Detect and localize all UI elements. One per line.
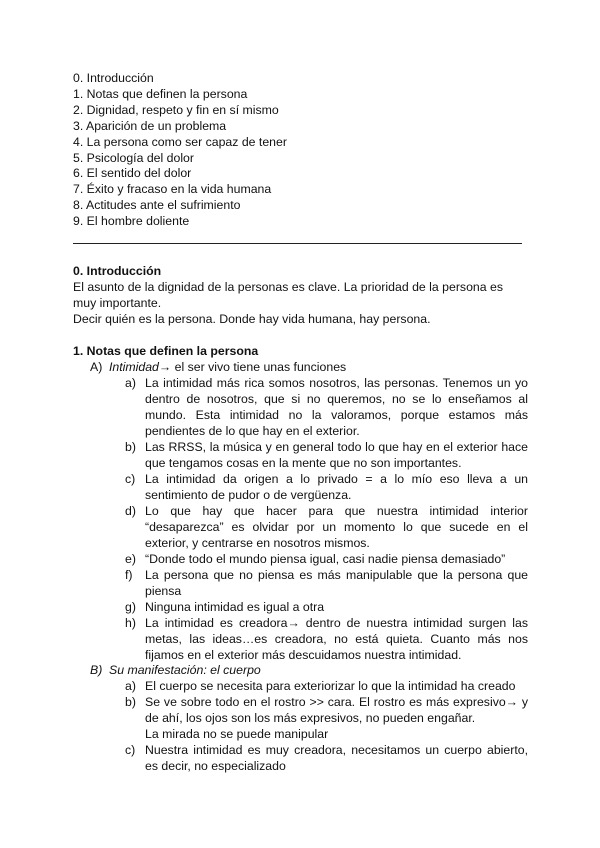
list-item-text: El cuerpo se necesita para exteriorizar lo que la intimidad ha creado bbox=[145, 679, 516, 693]
list-marker: a) bbox=[125, 679, 136, 693]
subsection-b-header bbox=[90, 662, 530, 678]
toc-item: 8. Actitudes ante el sufrimiento bbox=[73, 198, 241, 213]
list-item-text: La intimidad es creadora→ dentro de nuestra intimidad surgen las metas, las ideas…es creadora, no está quieta. Cuanto más nos fijamos en el exterior más descuidamos nuestra intimidad. bbox=[145, 616, 528, 662]
list-item bbox=[125, 471, 528, 503]
list-item bbox=[125, 599, 528, 615]
list-item bbox=[125, 551, 528, 567]
list-marker: f) bbox=[125, 568, 133, 582]
toc-item: 3. Aparición de un problema bbox=[73, 118, 227, 133]
list-item-continuation bbox=[125, 726, 528, 742]
list-marker: B) bbox=[90, 663, 103, 677]
intro-paragraph: Decir quién es la persona. Donde hay vida humana, hay persona. bbox=[73, 312, 431, 326]
list-item-text: Las RRSS, la música y en general todo lo que hay en el exterior hace que tengamos cosas en la mente que no son importantes. bbox=[145, 440, 528, 470]
list-item bbox=[125, 615, 528, 663]
list-item-text: Ninguna intimidad es igual a otra bbox=[145, 600, 325, 614]
subsection-a-list bbox=[125, 375, 528, 663]
list-marker: a) bbox=[125, 376, 136, 390]
list-item bbox=[125, 503, 528, 551]
list-marker: c) bbox=[125, 743, 136, 757]
list-marker: h) bbox=[125, 616, 136, 630]
list-marker: c) bbox=[125, 472, 136, 486]
divider-line bbox=[73, 243, 522, 244]
subsection-a-title-italic: Intimidad bbox=[109, 360, 159, 374]
notas-heading: 1. Notas que definen la persona bbox=[73, 344, 259, 358]
list-marker: e) bbox=[125, 552, 136, 566]
toc-item: 4. La persona como ser capaz de tener bbox=[73, 134, 287, 149]
toc-item: 1. Notas que definen la persona bbox=[73, 86, 248, 101]
list-item-text: Nuestra intimidad es muy creadora, necesitamos un cuerpo abierto, es decir, no especializado bbox=[145, 743, 528, 773]
intro-section bbox=[73, 263, 528, 327]
list-item bbox=[125, 375, 528, 439]
list-item-text: Lo que hay que hacer para que nuestra intimidad interior “desaparezca” es olvidar por un momento lo que sucede en el exterior, y centrarse en nosotros mismos. bbox=[145, 504, 528, 550]
list-marker: A) bbox=[90, 360, 103, 374]
list-item bbox=[125, 439, 528, 471]
arrow-glyph: → bbox=[158, 360, 172, 374]
toc-item: 9. El hombre doliente bbox=[73, 214, 190, 229]
list-item-text: La persona que no piensa es más manipulable que la persona que piensa bbox=[145, 568, 528, 598]
toc-item: 2. Dignidad, respeto y fin en sí mismo bbox=[73, 102, 279, 117]
intro-paragraph: El asunto de la dignidad de la personas es clave. La prioridad de la persona es muy importante. bbox=[73, 280, 503, 310]
list-item bbox=[125, 567, 528, 599]
list-item bbox=[125, 678, 528, 694]
list-item-text: La mirada no se puede manipular bbox=[145, 727, 329, 741]
list-item-text: La intimidad más rica somos nosotros, las personas. Tenemos un yo dentro de nosotros, que si no queremos, no se lo enseñamos al mundo. Esta intimidad no la valoramos, porque estamos más pendientes de lo que hay en el exterior. bbox=[145, 376, 528, 438]
list-item-text: Se ve sobre todo en el rostro >> cara. El rostro es más expresivo→ y de ahí, los ojos son los más expresivos, no pueden engañar. bbox=[145, 695, 528, 725]
subsection-a-title bbox=[108, 359, 346, 375]
list-marker: d) bbox=[125, 504, 136, 518]
list-marker: b) bbox=[125, 695, 136, 709]
intro-heading: 0. Introducción bbox=[73, 264, 162, 278]
list-item-text: “Donde todo el mundo piensa igual, casi nadie piensa demasiado” bbox=[145, 552, 506, 566]
subsection-b-list bbox=[125, 678, 528, 774]
list-item bbox=[125, 742, 528, 774]
toc-item: 7. Éxito y fracaso en la vida humana bbox=[73, 182, 272, 197]
subsection-a-header bbox=[90, 359, 530, 375]
subsection-a-title-rest: el ser vivo tiene unas funciones bbox=[171, 360, 347, 374]
toc-item: 6. El sentido del dolor bbox=[73, 166, 192, 181]
toc-item: 0. Introducción bbox=[73, 71, 154, 85]
list-item-text: La intimidad da origen a lo privado = a lo mío eso lleva a un sentimiento de pudor o de vergüenza. bbox=[145, 472, 528, 502]
subsection-b-title: Su manifestación: el cuerpo bbox=[109, 663, 261, 677]
list-item bbox=[125, 694, 528, 726]
notas-heading-block bbox=[73, 343, 528, 359]
toc-item: 5. Psicología del dolor bbox=[73, 150, 194, 165]
list-marker: g) bbox=[125, 600, 136, 614]
table-of-contents bbox=[73, 71, 287, 230]
list-marker: b) bbox=[125, 440, 136, 454]
